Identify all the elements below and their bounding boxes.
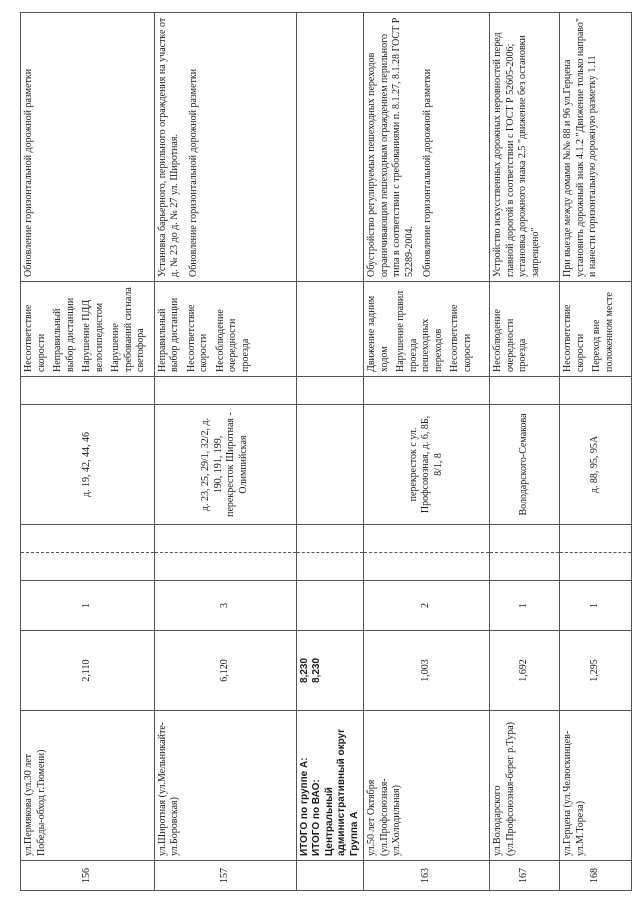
table-row: [490, 13, 560, 891]
empty-cell: [296, 553, 364, 581]
reason-text: Несоблюдение очередности проезда: [492, 309, 528, 372]
street-cell: ул.50 лет Октября (ул.Профсоюзная-ул.Холодильная): [364, 711, 490, 861]
reason-text: Нарушение требований сигнала светофора: [110, 287, 146, 372]
street-cell: ул.Пермякова (ул.30 лет Победы-обход г.Тюмени): [21, 711, 155, 861]
row-number: 157: [154, 861, 296, 891]
reasons-cell: [490, 282, 560, 377]
empty-cell: [296, 13, 364, 282]
reasons-cell: [21, 282, 155, 377]
reason-text: Несоответствие скорости: [562, 304, 586, 372]
totals-row: [296, 13, 364, 891]
street-cell: ул.Герцена (ул.Челюскинцев-ул.М.Тореза): [560, 711, 632, 861]
count-cell: 3: [154, 581, 296, 631]
length-cell: 1,003: [364, 631, 490, 711]
addresses-cell: Володарского-Семакова: [490, 405, 560, 525]
length-cell: 6,120: [154, 631, 296, 711]
accident-sites-table: [20, 12, 632, 891]
empty-cell: [296, 581, 364, 631]
measure-text: Устройство искусственных дорожных неровностей перед главной дорогой в соответствии с ГОСТ Р 52605-2006; установка дорожного знака 2.5 "движение без остановки запрещено": [492, 32, 541, 277]
empty-cell: [21, 525, 155, 553]
empty-cell: [560, 525, 632, 553]
empty-cell: [490, 525, 560, 553]
reasons-cell: [154, 282, 296, 377]
reasons-cell: [364, 282, 490, 377]
row-number: 167: [490, 861, 560, 891]
reason-text: Движение задним ходом: [366, 295, 390, 372]
street-cell: ул.Широтная (ул.Мельникайте-ул.Боровская): [154, 711, 296, 861]
empty-cell: [560, 553, 632, 581]
empty-cell: [490, 553, 560, 581]
empty-cell: [560, 377, 632, 405]
reason-text: Нарушение правил проезда пешеходных переходов: [395, 290, 444, 372]
measures-cell: [560, 13, 632, 282]
street-cell: ул.Володарского (ул.Профсоюзная-берег р.Тура): [490, 711, 560, 861]
reason-text: Несоответствие скорости: [23, 304, 47, 372]
reason-text: Переход вне положенном месте: [591, 292, 615, 372]
total-value: 8,230: [298, 657, 310, 684]
measure-text: При выезде между домами №№ 88 и 96 ул.Герцена установить дорожный знак 4.1.2 "Движение только направо" и нанести горизонтальную дорожную разметку 1.11: [562, 17, 598, 277]
empty-cell: [154, 553, 296, 581]
table-row: [21, 13, 155, 891]
empty-cell: [364, 525, 490, 553]
empty-cell: [364, 553, 490, 581]
measure-text: Обустройство регулируемых пешеходных переходов ограничивающим пешеходным ограждением перильного типа в соответствии с требованиями п. 8.1.27, 8.1.28 ГОСТ Р 52289-2004.: [366, 17, 415, 277]
length-cell: 1,295: [560, 631, 632, 711]
table-row: [364, 13, 490, 891]
measures-cell: [21, 13, 155, 282]
addresses-cell: перекресток с ул. Профсоюзная, д. 6, 8Б, 8/1, 8: [364, 405, 490, 525]
empty-cell: [296, 282, 364, 377]
length-cell: 2,110: [21, 631, 155, 711]
addresses-cell: д. 23, 25, 29/1, 32/2, д. 190, 191, 199, перекресток Широтная - Олимпийская: [154, 405, 296, 525]
group-label: Группа А: [348, 811, 360, 856]
row-number: 163: [364, 861, 490, 891]
empty-cell: [296, 405, 364, 525]
total-label-vao: ИТОГО по ВАО:: [311, 779, 322, 856]
empty-cell: [21, 553, 155, 581]
reason-text: Неправильный выбор дистанции: [156, 297, 180, 372]
reasons-cell: [560, 282, 632, 377]
empty-cell: [296, 377, 364, 405]
addresses-cell: д. 19, 42, 44, 46: [21, 405, 155, 525]
measure-text: Обновление горизонтальной дорожной разметки: [23, 68, 34, 277]
empty-cell: [296, 861, 364, 891]
count-cell: 1: [560, 581, 632, 631]
total-label-group-a: ИТОГО по группе А:: [298, 757, 310, 856]
empty-cell: [296, 525, 364, 553]
measure-text: Обновление горизонтальной дорожной разметки: [422, 68, 433, 277]
measures-cell: [490, 13, 560, 282]
empty-cell: [490, 377, 560, 405]
totals-values: [296, 631, 364, 711]
count-cell: 2: [364, 581, 490, 631]
row-number: 156: [21, 861, 155, 891]
count-cell: 1: [21, 581, 155, 631]
empty-cell: [21, 377, 155, 405]
table-row: [560, 13, 632, 891]
total-value: 8,230: [311, 657, 322, 684]
measures-cell: [154, 13, 296, 282]
measure-text: Обновление горизонтальной дорожной разметки: [187, 68, 199, 277]
empty-cell: [154, 377, 296, 405]
measure-text: Установка барьерного, перильного ограждения на участке от д. № 23 до д. № 27 ул. Широтная.: [156, 17, 180, 277]
totals-labels: [296, 711, 364, 861]
reason-text: Несоблюдение очередности проезда: [214, 309, 251, 372]
empty-cell: [364, 377, 490, 405]
reason-text: Неправильный выбор дистанции: [52, 297, 76, 372]
table-row: [154, 13, 296, 891]
reason-text: Несоответствие скорости: [449, 304, 473, 372]
empty-cell: [154, 525, 296, 553]
count-cell: 1: [490, 581, 560, 631]
reason-text: Нарушение ПДД велосипедистом: [81, 299, 105, 372]
measures-cell: [364, 13, 490, 282]
row-number: 168: [560, 861, 632, 891]
reason-text: Несоответствие скорости: [185, 304, 209, 372]
addresses-cell: д. 88, 95, 95А: [560, 405, 632, 525]
length-cell: 1,692: [490, 631, 560, 711]
district-label: Центральный административный округ: [323, 728, 347, 856]
